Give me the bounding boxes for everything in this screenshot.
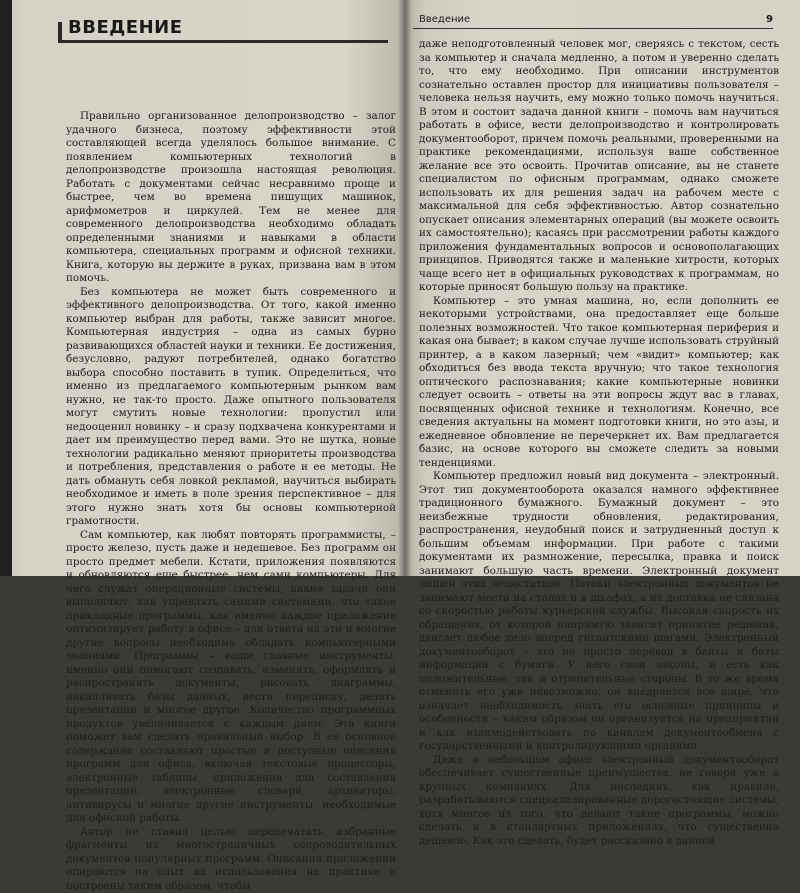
paragraph: Сам компьютер, как любят повторять программисты, – просто железо, пусть даже и недешевое. Без программ он просто предмет мебели. Кстати, приложения появляются и обновляются еще быстрее, чем сами компьютеры. Для чего служат операционные системы, какие задачи они выполняют, как управлять самими системами, что такое прикладные программы, как именно каждое приложение оптимизирует работу в офисе – для ответа на эти и многие другие вопросы необходимо обладать компьютерными знаниями. Программы – ваши главные инструменты, именно они помогают создавать, изменять, оформлять и распространять документы, рисовать диаграммы, накапливать базы данных, вести переписку, делать презентации и многое другое. Количество программных продуктов увеличивается с каждым днем. Эта книга поможет вам сделать правильный выбор. В ее основное содержание составляют простые и доступные описания программ для офиса, включая текстовые процессоры, электронные таблицы, приложения для составления презентаций, электронные словари, архиваторы, антивирусы и многие другие инструменты, необходимые для офисной работы. — [66, 529, 396, 826]
chapter-heading — [58, 12, 388, 43]
paragraph: Даже в небольшом офисе электронный документооборот обеспечивает существенные преимущества, не говоря уже о крупных компаниях. Для последних, как правило, разрабатываются специализированные дорогостоящие системы, хотя многое из того, что делают такие программы, можно сделать и в стандартных приложениях, что существенно дешевле. Как это сделать, будет рассказано в данной — [419, 754, 779, 849]
heading-bar — [58, 22, 62, 40]
chapter-title: ВВЕДЕНИЕ — [68, 17, 183, 38]
left-page — [0, 0, 405, 576]
paragraph: Правильно организованное делопроизводство – залог удачного бизнеса, поэтому эффективности этой составляющей всегда уделялось большое внимание. С появлением компьютерных технологий в делопроизводстве произошла настоящая революция. Работать с документами сейчас несравнимо проще и быстрее, чем во времена пишущих машинок, арифмометров и циркулей. Тем не менее для современного делопроизводства необходимо обладать определенными знаниями и навыками в области компьютера, специальных программ и офисной техники. Книга, которую вы держите в руках, призвана вам в этом помочь. — [66, 110, 396, 286]
paragraph: даже неподготовленный человек мог, сверяясь с текстом, сесть за компьютер и сначала медленно, а потом и уверенно сделать то, что ему необходимо. При описании инструментов сознательно оставлен простор для инициативы пользователя – человека нельзя научить, ему можно только помочь научиться. В этом и состоит задача данной книги – помочь вам научиться работать в офисе, вести делопроизводство и контролировать документооборот, причем помочь реальными, проверенными на практике рекомендациями, используя ваше собственное желание все это освоить. Прочитав описание, вы не станете специалистом по офисным программам, однако сможете использовать их для решения задач на рабочем месте с максимальной для себя эффективностью. Автор сознательно опускает описания элементарных операций (вы можете освоить их самостоятельно); касаясь при рассмотрении работы каждого приложения фундаментальных вопросов и основополагающих принципов. Приводятся также и маленькие хитрости, которых чаще всего нет в официальных руководствах к программам, но которые приносят большую пользу на практике. — [419, 38, 779, 295]
paragraph: Компьютер предложил новый вид документа – электронный. Этот тип документооборота оказался намного эффективнее традиционного бумажного. Бумажный документ – это неизбежные трудности обновления, редактирования, распространения, неудобный поиск и затрудненный доступ к большим объемам информации. При работе с такими документами их размножение, пересылка, правка и поиск занимают большую часть времени. Электронный документ лишен этих недостатков. Потоки электронных документов не занимают места на столах и в шкафах, а их доставка не связана со скоростью работы курьерской службы. Высокая скорость их обращения, от которой напрямую зависит принятие решения, двигает любое дело вперед гигантскими шагами. Электронный документооборот – это не просто перевод в байты и биты информации с бумаги. У него свои законы, и есть как положительные, так и отрицательные стороны. В то же время отменить его уже невозможно, он внедряется все шире, что означает необходимость знать его основные принципы и особенности – каким образом он организуется на предприятии и как взаимодействовать по каналам документообмена с государственными и контролирующими органами. — [419, 470, 779, 754]
paragraph: Компьютер – это умная машина, но, если дополнить ее некоторыми устройствами, она предоставляет еще больше полезных возможностей. Что такое компьютерная периферия и какая она бывает; в каком случае лучше использовать струйный принтер, а в каком лазерный; чем «видит» компьютер; как обходиться без ввода текста вручную; что такое технология оптического распознавания; какие компьютерные новинки следует освоить – ответы на эти вопросы ждут вас в главах, посвященных офисной технике и технологиям. Конечно, все сведения актуальны на момент подготовки книги, но это азы, и ежедневное обновление не перечеркнет их. Вам предлагается базис, на основе которого вы сможете следить за новыми тенденциями. — [419, 295, 779, 471]
running-title: Введение — [419, 14, 470, 25]
running-header — [413, 14, 773, 29]
page-number: 9 — [766, 14, 773, 25]
book-gutter — [398, 0, 412, 576]
book-edge — [0, 0, 12, 576]
paragraph: Автор не ставил целью перепечатать избранные фрагменты из многостраничных сопроводительных документов популярных программ. Описания приложений опираются на опыт их использования на практике и построены таким образом, чтобы — [66, 826, 396, 893]
paragraph: Без компьютера не может быть современного и эффективного делопроизводства. От того, какой именно компьютер выбран для работы, также зависит многое. Компьютерная индустрия – одна из самых бурно развивающихся областей науки и техники. Ее достижения, безусловно, радуют потребителей, однако богатство выбора способно поставить в тупик. Определиться, что именно из предлагаемого компьютерным рынком вам нужно, не так-то просто. Даже опытного пользователя могут смутить новые технологии: пропустил или недооценил новинку – и сразу подхвачена конкурентами и дает им преимущество перед вами. Это не шутка, новые технологии радикально меняют приоритеты производства и потребления, представления о работе и ее методы. Не дать обмануть себя ловкой рекламой, научиться выбирать необходимое и иметь в поле зрения перспективное – для этого нужно знать хотя бы основы компьютерной грамотности. — [66, 286, 396, 529]
left-text-column — [66, 110, 396, 893]
right-page — [405, 0, 800, 576]
right-text-column — [419, 38, 779, 848]
